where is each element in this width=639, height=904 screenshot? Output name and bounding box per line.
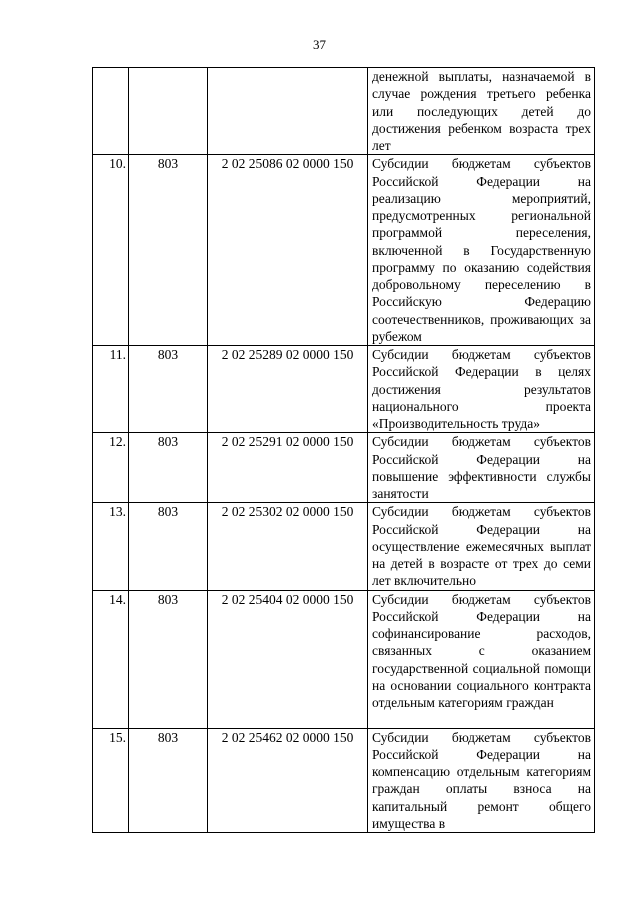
admin-code-cell: 803 xyxy=(129,590,208,728)
revenue-name-cell: денежной выплаты, назначаемой в случае рождения третьего ребенка или последующих детей до достижения ребенком возраста трех лет xyxy=(368,68,595,155)
revenue-name-cell: Субсидии бюджетам субъектов Российской Федерации на осуществление ежемесячных выплат на детей в возрасте от трех до семи лет включительно xyxy=(368,503,595,590)
revenue-name-cell: Субсидии бюджетам субъектов Российской Федерации в целях достижения результатов национального проекта «Производительность труда» xyxy=(368,346,595,433)
budget-code-cell: 2 02 25462 02 0000 150 xyxy=(208,728,368,833)
budget-code-cell xyxy=(208,68,368,155)
admin-code-cell: 803 xyxy=(129,433,208,503)
budget-code-cell: 2 02 25086 02 0000 150 xyxy=(208,155,368,346)
admin-code-cell: 803 xyxy=(129,346,208,433)
row-number-cell xyxy=(93,68,129,155)
page-number: 37 xyxy=(313,37,326,52)
row-number-cell: 13. xyxy=(93,503,129,590)
table-row xyxy=(93,155,595,346)
budget-code-cell: 2 02 25404 02 0000 150 xyxy=(208,590,368,728)
admin-code-cell: 803 xyxy=(129,728,208,833)
budget-code-cell: 2 02 25302 02 0000 150 xyxy=(208,503,368,590)
admin-code-cell: 803 xyxy=(129,503,208,590)
row-number-cell: 12. xyxy=(93,433,129,503)
revenue-codes-table xyxy=(92,67,595,833)
table-row xyxy=(93,433,595,503)
table-row xyxy=(93,728,595,833)
revenue-name-cell: Субсидии бюджетам субъектов Российской Федерации на компенсацию отдельным категориям граждан оплаты взноса на капитальный ремонт общего имущества в xyxy=(368,728,595,833)
row-number-cell: 15. xyxy=(93,728,129,833)
admin-code-cell: 803 xyxy=(129,155,208,346)
revenue-name-cell: Субсидии бюджетам субъектов Российской Федерации на повышение эффективности службы занятости xyxy=(368,433,595,503)
table-row-continuation xyxy=(93,68,595,155)
row-number-cell: 10. xyxy=(93,155,129,346)
admin-code-cell xyxy=(129,68,208,155)
budget-code-cell: 2 02 25289 02 0000 150 xyxy=(208,346,368,433)
row-number-cell: 14. xyxy=(93,590,129,728)
table-row xyxy=(93,346,595,433)
table-row xyxy=(93,503,595,590)
revenue-name-cell: Субсидии бюджетам субъектов Российской Федерации на реализацию мероприятий, предусмотренных региональной программой переселения, включенной в Государственную программу по оказанию содействия добровольному переселению в Российскую Федерацию соотечественников, проживающих за рубежом xyxy=(368,155,595,346)
revenue-name-cell: Субсидии бюджетам субъектов Российской Федерации на софинансирование расходов, связанных с оказанием государственной социальной помощи на основании социального контракта отдельным категориям граждан xyxy=(368,590,595,728)
table-row xyxy=(93,590,595,728)
row-number-cell: 11. xyxy=(93,346,129,433)
budget-code-cell: 2 02 25291 02 0000 150 xyxy=(208,433,368,503)
